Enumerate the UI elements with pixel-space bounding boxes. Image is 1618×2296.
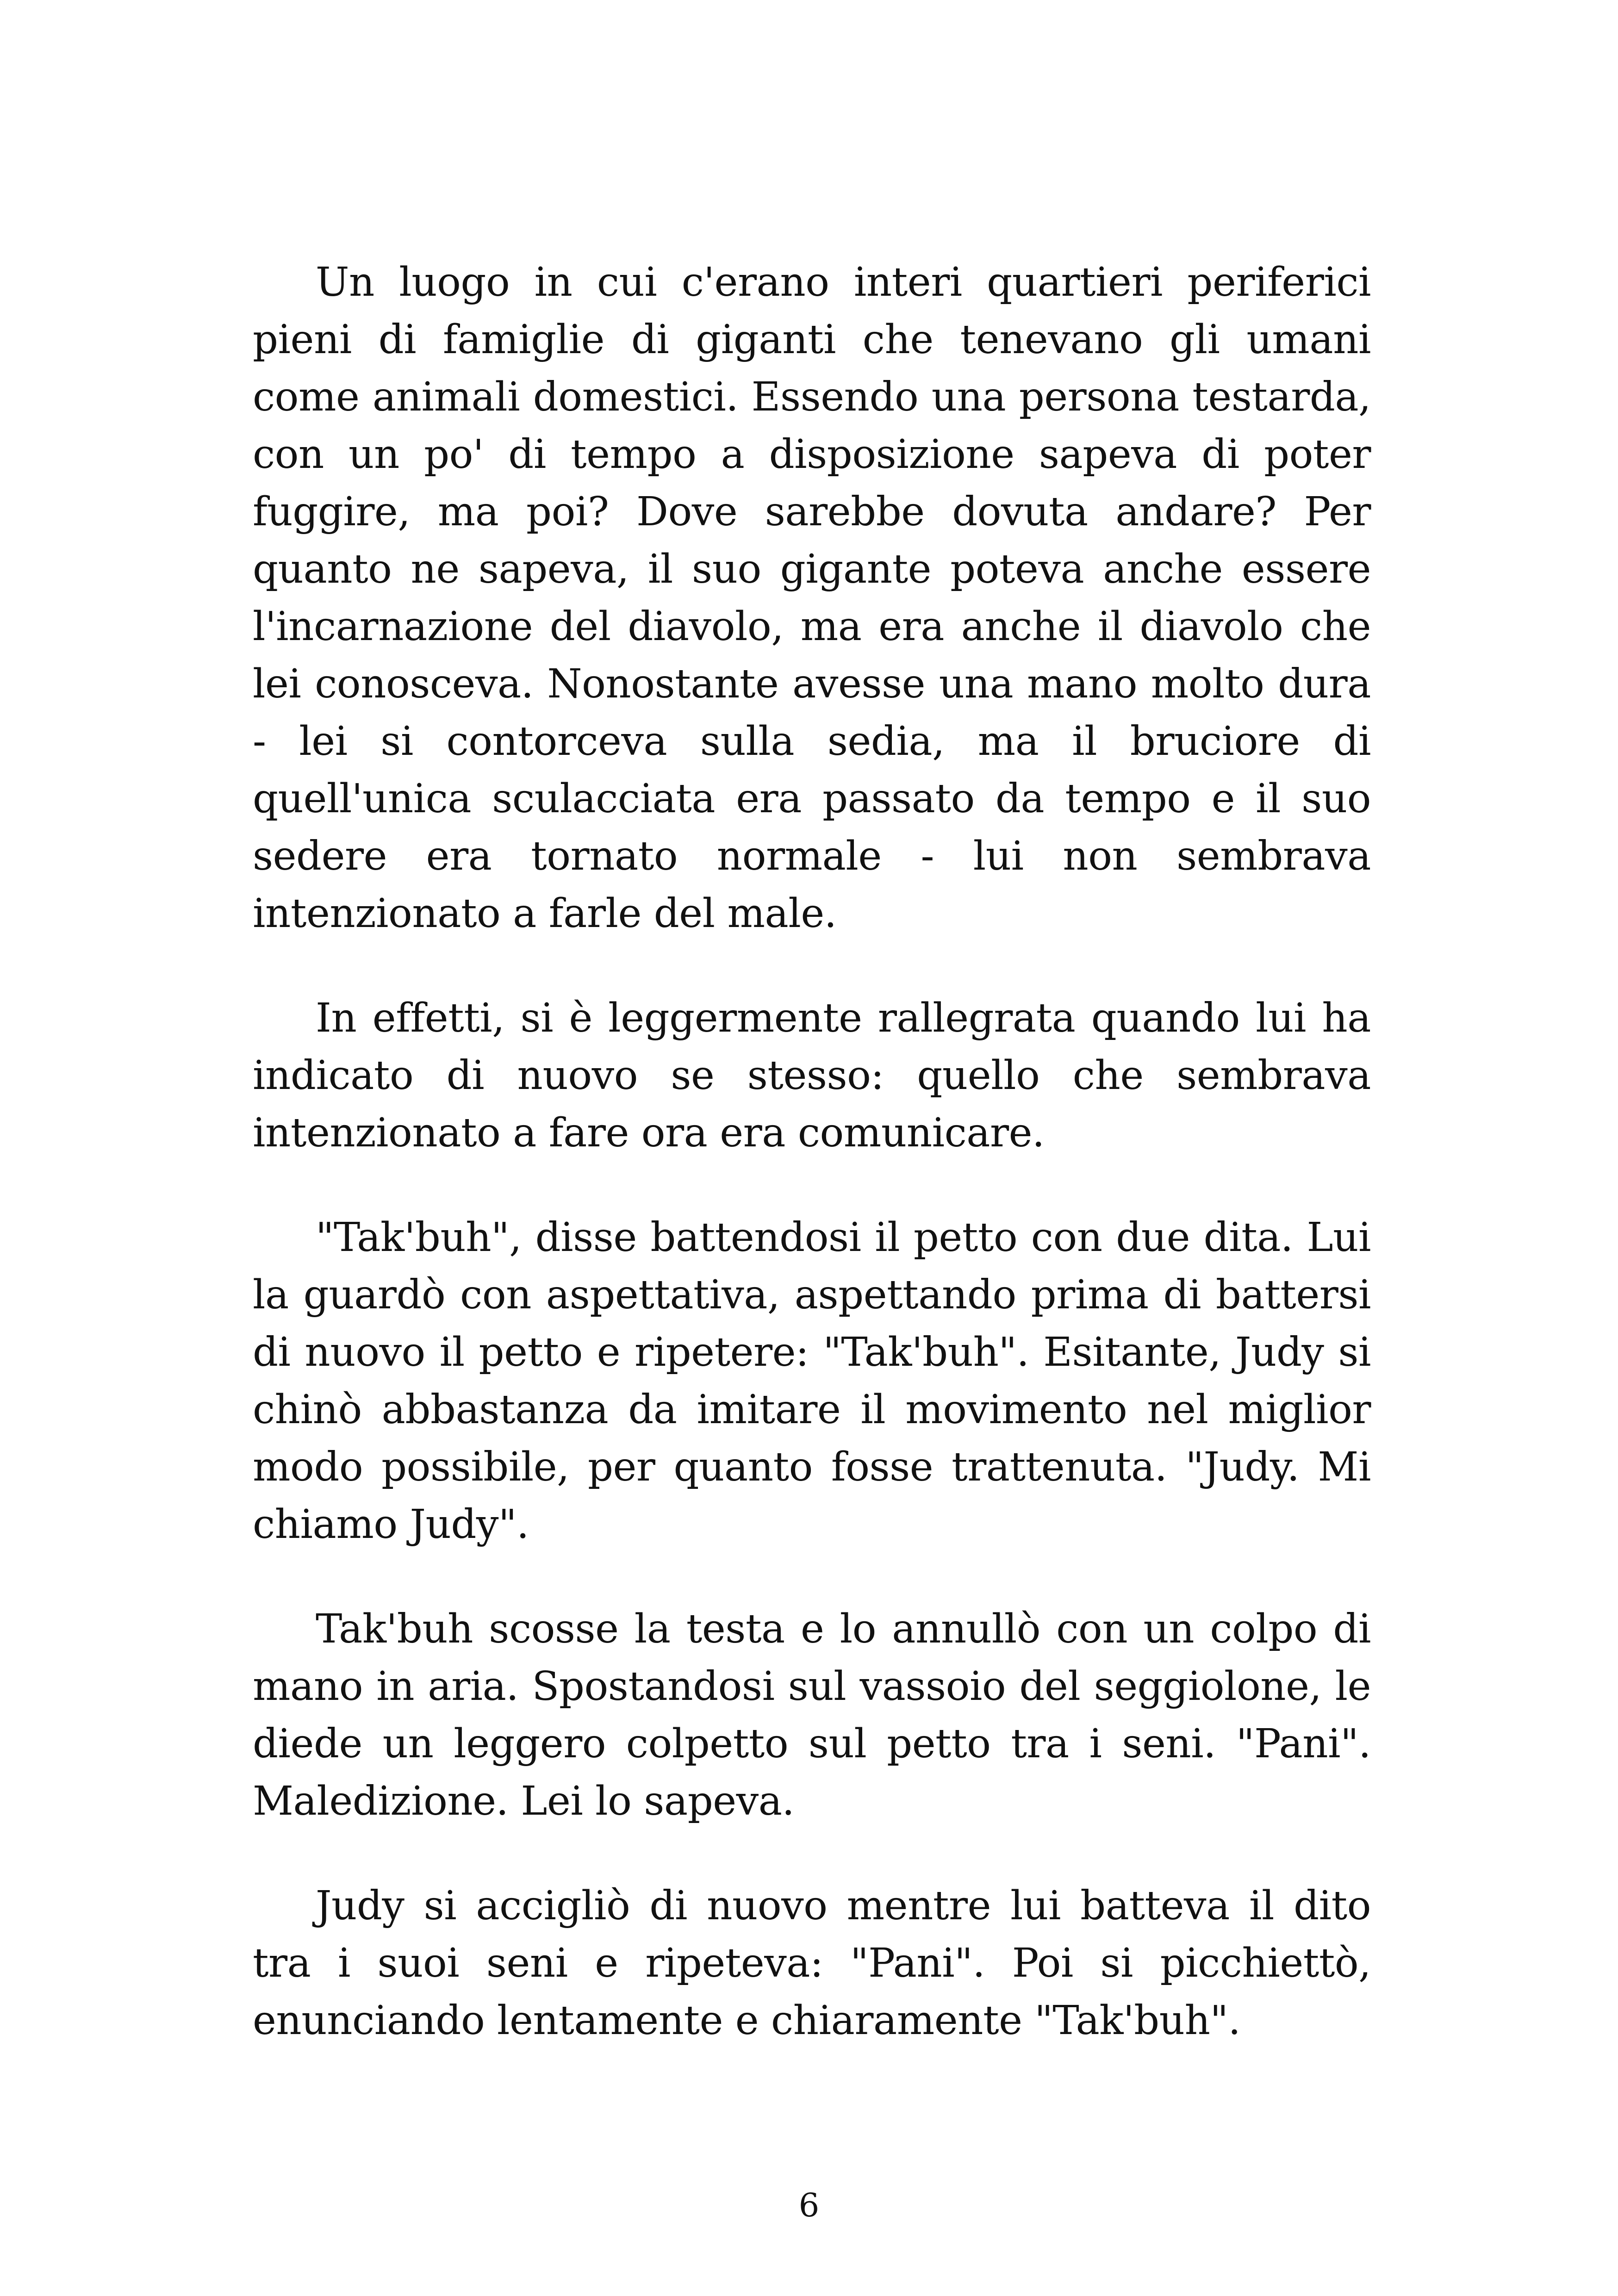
paragraph-5: Judy si accigliò di nuovo mentre lui batteva il dito tra i suoi seni e ripeteva: "Pani". Poi si picchiettò, enunciando lentamente e chiaramente "Tak'buh". (253, 1883, 1371, 2044)
paragraph-1: Un luogo in cui c'erano interi quartieri periferici pieni di famiglie di giganti che tenevano gli umani come animali domestici. Essendo una persona testarda, con un po' di tempo a disposizione sapeva di poter fuggire, ma poi? Dove sarebbe dovuta andare? Per quanto ne sapeva, il suo gigante poteva anche essere l'incarnazione del diavolo, ma era anche il diavolo che lei conosceva. Nonostante avesse una mano molto dura - lei si contorceva sulla sedia, ma il bruciore di quell'unica sculacciata era passato da tempo e il suo sedere era tornato normale - lui non sembrava intenzionato a farle del male. (253, 259, 1371, 937)
paragraph-2: In effetti, si è leggermente rallegrata quando lui ha indicato di nuovo se stesso: quello che sembrava intenzionato a fare ora era comunicare. (253, 995, 1371, 1156)
paragraph-4: Tak'buh scosse la testa e lo annullò con un colpo di mano in aria. Spostandosi sul vassoio del seggiolone, le diede un leggero colpetto sul petto tra i seni. "Pani". Maledizione. Lei lo sapeva. (253, 1606, 1371, 1824)
paragraph-3: "Tak'buh", disse battendosi il petto con due dita. Lui la guardò con aspettativa, aspettando prima di battersi di nuovo il petto e ripetere: "Tak'buh". Esitante, Judy si chinò abbastanza da imitare il movimento nel miglior modo possibile, per quanto fosse trattenuta. "Judy. Mi chiamo Judy". (253, 1214, 1371, 1548)
body-text (253, 254, 1371, 2049)
page-number: 6 (798, 2186, 820, 2224)
